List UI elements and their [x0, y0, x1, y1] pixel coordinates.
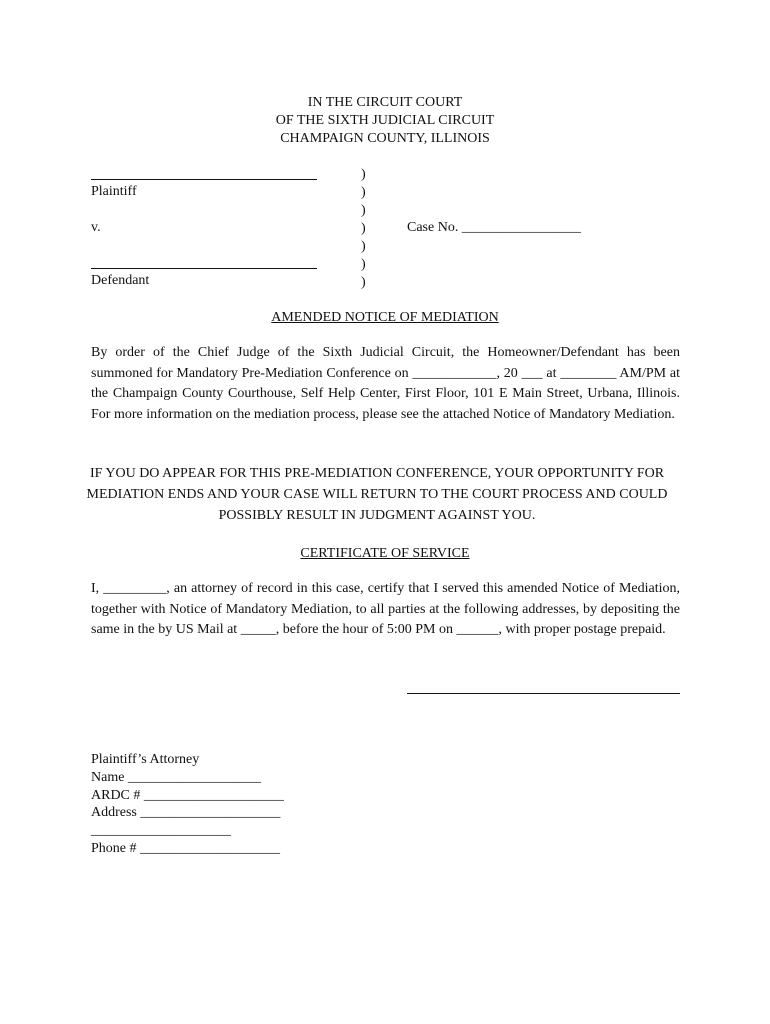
caption-paren: )	[361, 221, 366, 236]
attorney-heading: Plaintiff’s Attorney	[91, 752, 200, 767]
caption-paren: )	[361, 203, 366, 218]
caption-paren: )	[361, 167, 366, 182]
court-header	[0, 94, 770, 148]
plaintiff-label: Plaintiff	[91, 184, 137, 199]
signature-line[interactable]	[407, 693, 680, 694]
court-header-line-2: OF THE SIXTH JUDICIAL CIRCUIT	[275, 113, 495, 128]
versus-label: v.	[91, 220, 101, 235]
caption-paren: )	[361, 257, 366, 272]
certificate-body: I, _________, an attorney of record in this case, certify that I served this amended Notice of Mediation, together with Notice of Mandatory Mediation, to all parties at the following addresses, by depositing the same in the by US Mail at _____, before the hour of 5:00 PM on ______, with proper postage prepaid.	[91, 581, 680, 638]
attorney-address-field[interactable]: Address ____________________	[91, 805, 281, 821]
notice-warning: IF YOU DO APPEAR FOR THIS PRE-MEDIATION CONFERENCE, YOUR OPPORTUNITY FOR MEDIATION ENDS AND YOUR CASE WILL RETURN TO THE COURT PROCESS AND COULD POSSIBLY RESULT IN JUDGMENT AGAINST YOU.	[86, 466, 668, 523]
defendant-name-line[interactable]	[91, 268, 317, 269]
attorney-phone-field[interactable]: Phone # ____________________	[91, 840, 280, 856]
notice-title: AMENDED NOTICE OF MEDIATION	[271, 310, 499, 325]
court-header-line-1: IN THE CIRCUIT COURT	[307, 95, 463, 110]
plaintiff-name-line[interactable]	[91, 179, 317, 180]
attorney-block	[91, 751, 284, 858]
caption-paren: )	[361, 275, 366, 290]
defendant-label: Defendant	[91, 273, 150, 288]
case-number-field[interactable]: Case No. _________________	[407, 220, 581, 235]
caption-paren: )	[361, 185, 366, 200]
court-header-line-3: CHAMPAIGN COUNTY, ILLINOIS	[280, 131, 490, 146]
attorney-name-field[interactable]: Name ___________________	[91, 769, 261, 785]
certificate-title: CERTIFICATE OF SERVICE	[300, 546, 470, 561]
attorney-address-line-2[interactable]: ____________________	[91, 823, 231, 839]
caption-paren: )	[361, 239, 366, 254]
attorney-ardc-field[interactable]: ARDC # ____________________	[91, 787, 284, 803]
notice-body: By order of the Chief Judge of the Sixth Judicial Circuit, the Homeowner/Defendant has been summoned for Mandatory Pre-Mediation Conference on ____________, 20 ___ at ________ AM/PM at the Champaign County Courthouse, Self Help Center, First Floor, 101 E Main Street, Urbana, Illinois. For more information on the mediation process, please see the attached Notice of Mandatory Mediation.	[91, 345, 680, 422]
